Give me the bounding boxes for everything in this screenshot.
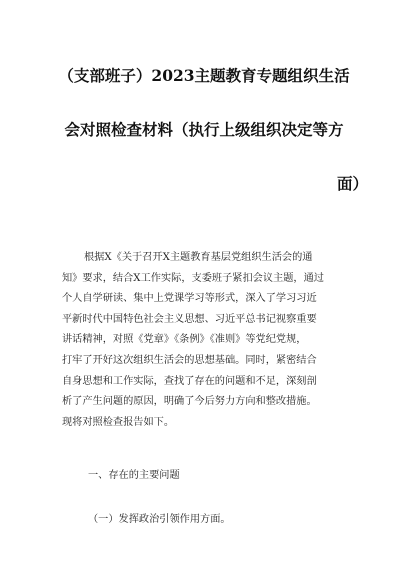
section-heading: 一、存在的主要问题 <box>88 470 180 481</box>
paragraph-line: 知》要求，结合X工作实际，支委班子紧扣会议主题，通过 <box>62 272 324 284</box>
paragraph-line: 打牢了开好这次组织生活会的思想基础。同时，紧密结合 <box>62 354 317 366</box>
intro-paragraph <box>62 248 352 433</box>
document-title-line-2: 会对照检查材料（执行上级组织决定等方 <box>64 120 344 139</box>
subsection-heading: （一）发挥政治引领作用方面。 <box>88 514 231 525</box>
paragraph-line: 自身思想和工作实际，查找了存在的问题和不足，深刻剖 <box>62 375 317 387</box>
paragraph-line: 根据X《关于召开X主题教育基层党组织生活会的通 <box>84 252 313 263</box>
paragraph-line: 平新时代中国特色社会主义思想、习近平总书记视察重要 <box>62 313 317 325</box>
paragraph-line: 析了产生问题的原因，明确了今后努力方向和整改措施。 <box>62 396 317 408</box>
paragraph-line: 现将对照检查报告如下。 <box>62 416 175 428</box>
document-title-line-1: （支部班子）2023主题教育专题组织生活 <box>58 66 350 85</box>
paragraph-line: 个人自学研读、集中上党课学习等形式，深入了学习习近 <box>62 293 317 305</box>
paragraph-line: 讲话精神，对照《党章》《条例》《准则》等党纪党规， <box>62 334 307 346</box>
document-title-line-3: 面） <box>336 174 368 193</box>
